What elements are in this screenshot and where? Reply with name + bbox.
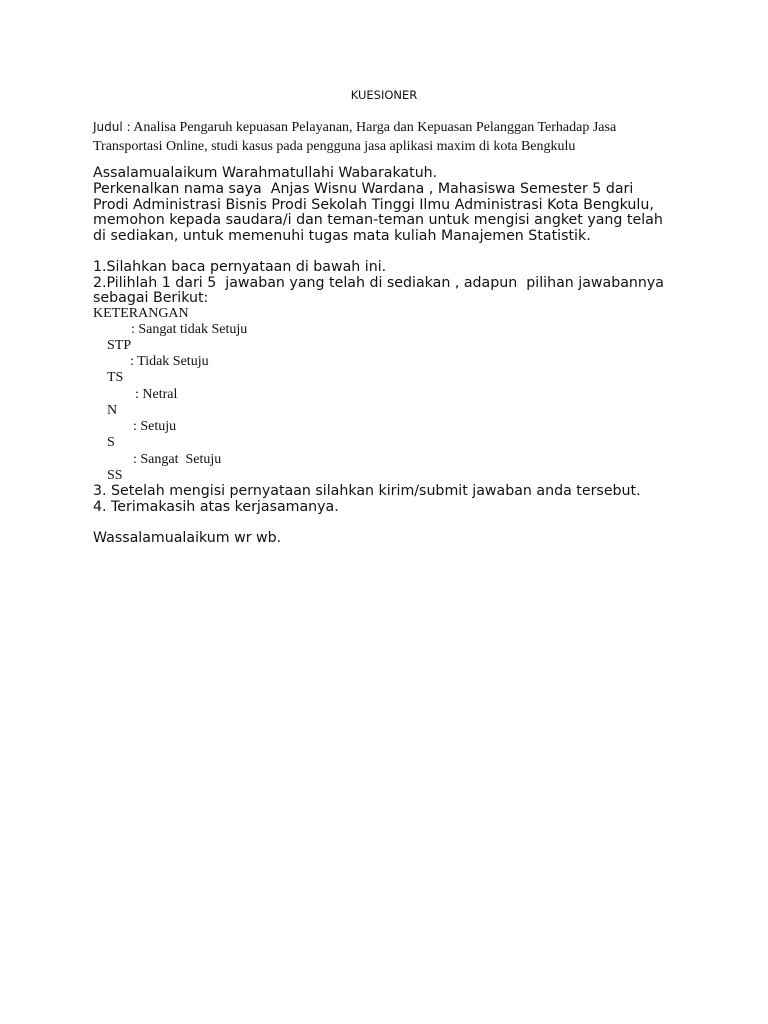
legend-code: STP: [107, 338, 132, 353]
legend-code: S: [107, 435, 115, 450]
greeting-line: Assalamualaikum Warahmatullahi Wabarakatuh.: [93, 165, 438, 181]
intro-line: memohon kepada saudara/i dan teman-teman untuk mengisi angket yang telah: [93, 212, 663, 228]
legend-desc: : Netral: [135, 387, 178, 402]
document-title: KUESIONER: [350, 88, 418, 102]
legend-desc: : Tidak Setuju: [130, 354, 209, 369]
legend-code: N: [107, 403, 118, 418]
instruction-line: sebagai Berikut:: [93, 290, 209, 306]
research-title-paragraph: [93, 118, 683, 156]
closing-line: 4. Terimakasih atas kerjasamanya.: [93, 498, 339, 515]
signoff-line: Wassalamualaikum wr wb.: [93, 530, 282, 546]
instruction-line: 1.Silahkan baca pernyataan di bawah ini.: [93, 259, 387, 275]
intro-line: di sediakan, untuk memenuhi tugas mata kuliah Manajemen Statistik.: [93, 228, 591, 244]
judul-label: Judul :: [93, 120, 131, 134]
instruction-line: 2.Pilihlah 1 dari 5 jawaban yang telah di sediakan , adapun pilihan jawabannya: [93, 274, 664, 291]
keterangan-heading: KETERANGAN: [93, 306, 189, 321]
intro-line: Prodi Administrasi Bisnis Prodi Sekolah Tinggi Ilmu Administrasi Kota Bengkulu,: [93, 196, 654, 213]
legend-code: SS: [107, 468, 123, 483]
legend-desc: : Sangat Setuju: [133, 452, 222, 467]
legend-desc: : Setuju: [133, 419, 177, 434]
judul-text: Analisa Pengaruh kepuasan Pelayanan, Harga dan Kepuasan Pelanggan Terhadap Jasa Transportasi Online, studi kasus pada pengguna jasa aplikasi maxim di kota Bengkulu: [93, 120, 617, 154]
legend-desc: : Sangat tidak Setuju: [131, 322, 248, 337]
legend-code: TS: [107, 370, 124, 385]
intro-line: Perkenalkan nama saya Anjas Wisnu Wardana , Mahasiswa Semester 5 dari: [93, 181, 634, 197]
closing-line: 3. Setelah mengisi pernyataan silahkan kirim/submit jawaban anda tersebut.: [93, 483, 641, 499]
